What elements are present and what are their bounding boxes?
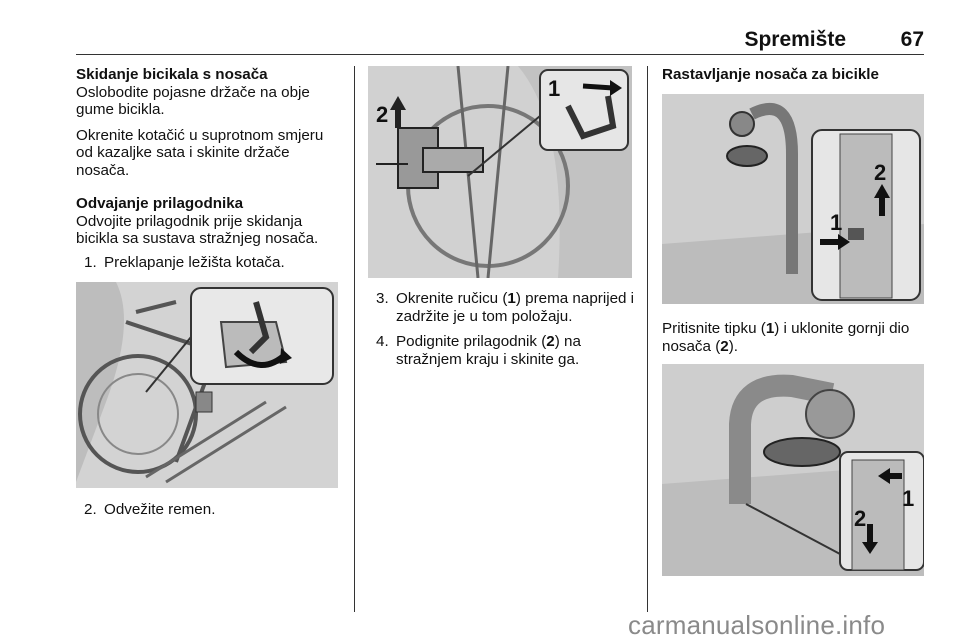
fig3-label-1: 1	[830, 210, 843, 235]
fig2-label-2: 2	[376, 102, 389, 127]
paragraph-release-straps: Oslobodite pojasne držače na obje gume bicikla.	[76, 83, 310, 118]
page-title: Spremište	[744, 28, 846, 51]
fig3-label-2: 2	[874, 160, 887, 185]
figure-carrier-button	[662, 94, 924, 304]
step-2	[76, 501, 342, 519]
figure-adapter-lever-drawing	[368, 66, 632, 278]
step-3	[376, 290, 638, 325]
step-4-text: Podignite prilagodnik (2) na stražnjem kraju i skinite ga.	[396, 333, 581, 368]
figure-carrier-top-drawing	[662, 364, 924, 576]
paragraph-detach-adapter: Odvojite prilagodnik prije skidanja bicikla sa sustava stražnjeg nosača.	[76, 212, 319, 247]
step-4	[376, 333, 638, 368]
paragraph-press-button: Pritisnite tipku (1) i uklonite gornji dio nosača (2).	[662, 320, 910, 355]
figure-carrier-top	[662, 364, 924, 576]
heading-disassemble-carrier: Rastavljanje nosača za bicikle	[662, 66, 879, 83]
column-1-bottom	[76, 501, 342, 527]
column-3	[662, 66, 928, 84]
step-2-text: Odvežite remen.	[104, 501, 216, 518]
figure-wheel-holder-drawing	[76, 282, 338, 488]
step-3-number: 3.	[376, 290, 389, 307]
heading-remove-bikes: Skidanje bicikala s nosača	[76, 66, 268, 83]
watermark: carmanualsonline.info	[628, 610, 886, 640]
step-3-text: Okrenite ručicu (1) prema naprijed i zadržite je u tom položaju.	[396, 290, 635, 325]
figure-adapter-lever	[368, 66, 632, 278]
paragraph-turn-knob: Okrenite kotačić u suprotnom smjeru od kazaljke sata i skinite držače nosača.	[76, 126, 324, 179]
step-2-number: 2.	[84, 501, 97, 518]
figure-wheel-holder	[76, 282, 338, 488]
column-2	[376, 290, 638, 376]
column-rule-right	[647, 66, 648, 612]
column-rule-left	[354, 66, 355, 612]
fig4-label-2: 2	[854, 506, 867, 531]
column-1	[76, 66, 342, 279]
step-1-text: Preklapanje ležišta kotača.	[104, 253, 285, 271]
figure-carrier-button-drawing	[662, 94, 924, 304]
step-1-number: 1.	[84, 253, 97, 271]
heading-detach-adapter: Odvajanje prilagodnika	[76, 195, 244, 212]
fig2-label-1: 1	[548, 76, 561, 101]
header-rule	[76, 54, 924, 55]
step-4-number: 4.	[376, 333, 389, 350]
column-3-middle	[662, 320, 928, 363]
fig4-label-1: 1	[902, 486, 915, 511]
step-1	[76, 254, 342, 272]
page-number: 67	[900, 28, 924, 51]
